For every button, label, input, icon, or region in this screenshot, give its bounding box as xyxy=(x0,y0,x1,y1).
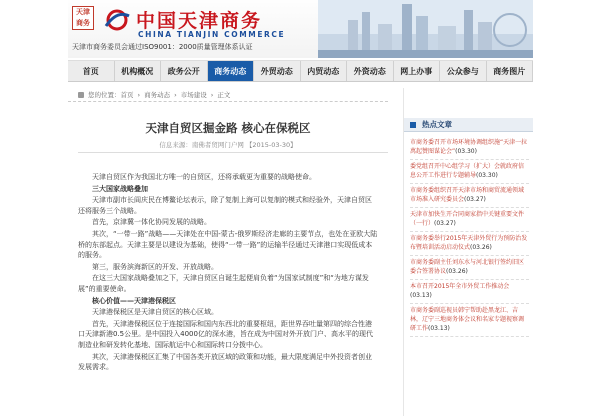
hot-article-title: 市商务委副巡视员韩宁帮助赴黑龙江、吉林，辽宁三地商务体会议和名家专题视察调研工作 xyxy=(410,307,525,332)
hot-article-date: (03.27) xyxy=(464,196,486,203)
article-paragraph: 天津港保税区是天津自贸区的核心区域。 xyxy=(92,308,218,317)
nav-item[interactable]: 外贸动态 xyxy=(254,61,301,81)
breadcrumb-home[interactable]: 您的位置：首页 xyxy=(88,91,134,99)
hot-article-link[interactable] xyxy=(410,184,529,208)
article-area xyxy=(68,88,388,416)
nav-item[interactable]: 内贸动态 xyxy=(301,61,348,81)
hot-articles-sidebar xyxy=(403,88,533,416)
main-nav xyxy=(68,60,533,82)
badge-line-1: 天津 xyxy=(76,8,90,16)
hot-article-title: 市商务委举行2015年天津外贸行为预防治发布暨培训活动启动仪式 xyxy=(410,235,528,251)
article-paragraph: 第三，服务滨海新区的开发、开放战略。 xyxy=(92,262,218,271)
nav-item[interactable]: 机构概况 xyxy=(115,61,162,81)
hot-article-title: 本市召开2015年全市外贸工作推动会 xyxy=(410,283,510,290)
brand-subtitle: CHINA TIANJIN COMMERCE xyxy=(138,30,286,39)
hot-article-link[interactable] xyxy=(410,136,529,160)
hot-articles-title: 热点文章 xyxy=(404,118,533,132)
site-badge-logo xyxy=(72,6,94,30)
hot-article-title: 市商务委组织召开天津市场和商贸流通领域市场准入研究委员会 xyxy=(410,187,525,203)
breadcrumb-sep: › xyxy=(210,91,214,99)
article-title: 天津自贸区掘金路 核心在保税区 xyxy=(145,121,311,135)
breadcrumb-sep: › xyxy=(137,91,141,99)
breadcrumb-current: 正文 xyxy=(217,91,231,99)
article-paragraph: 天津自贸区作为我国北方唯一的自贸区，还将承载更为重要的战略使命。 xyxy=(92,173,316,181)
hot-article-link[interactable] xyxy=(410,232,529,256)
hot-article-date: (03.27) xyxy=(434,220,456,227)
hot-article-link[interactable] xyxy=(410,304,529,337)
hot-article-date: (03.26) xyxy=(446,268,468,275)
article-paragraph: 其次，天津港保税区汇集了中国各类开放区域的政策和功能，最大限度满足中外投资者创业发展需求。 xyxy=(78,352,372,372)
article-paragraph: 首先，天津港保税区位于连接国际和国内东西北的重要枢纽，距世界吞吐量第四的综合性港口天津新港0.5公里。是中国投入4000亿的深水港，旨在成为中国对外开放门户、高水平的现代制造业和研发转化基地、国际航运中心和国际转口分拨中心。 xyxy=(78,319,373,349)
article-paragraph: 天津市副市长阎庆民在博鳌论坛表示，除了复制上海可以复制的模式和经验外，天津自贸区还将服务三个战略。 xyxy=(78,196,372,215)
hot-article-title: 天津市加快生开合同商家指中关键重要文件（一行） xyxy=(410,211,525,227)
hot-article-title: 市商务委召开市场环境协调组织施“天津一拉萬起赞图谋论会” xyxy=(410,139,528,155)
breadcrumb-sep: › xyxy=(174,91,177,99)
hot-article-link[interactable] xyxy=(410,208,529,232)
breadcrumb xyxy=(68,88,388,102)
divider xyxy=(78,152,388,153)
article-meta: 信息来源：南佛者贸网门户网 【2015-03-30】 xyxy=(159,141,297,149)
hot-article-date: (03.26) xyxy=(470,244,492,251)
hot-article-title: 市商务委副主任刘东水与河北银行签约旧区委合签署协议 xyxy=(410,259,525,275)
article-subheading: 核心价值——天津港保税区 xyxy=(92,296,176,305)
article-body xyxy=(78,172,378,374)
city-skyline-image xyxy=(318,0,533,58)
nav-item[interactable]: 政务公开 xyxy=(161,61,208,81)
brand-swirl-icon xyxy=(102,6,132,34)
hot-article-link[interactable] xyxy=(410,160,529,184)
nav-item[interactable]: 外资动态 xyxy=(347,61,394,81)
hot-article-link[interactable] xyxy=(410,280,529,304)
article-subheading: 三大国家战略叠加 xyxy=(92,184,148,193)
article-paragraph: 首先，京津冀一体化协同发展的战略。 xyxy=(92,218,211,227)
hot-article-date: (03.30) xyxy=(455,148,477,155)
hot-article-link[interactable] xyxy=(410,256,529,280)
certification-line: 天津市商务委员会通过ISO9001：2000质量管理体系认证 xyxy=(72,43,253,51)
breadcrumb-market[interactable]: 市场建设 xyxy=(180,91,207,99)
nav-item[interactable]: 网上办事 xyxy=(394,61,441,81)
nav-item[interactable]: 首页 xyxy=(68,61,115,81)
nav-item[interactable]: 商务图片 xyxy=(487,61,534,81)
hot-article-date: (03.13) xyxy=(410,292,432,299)
hot-article-date: (03.13) xyxy=(428,325,450,332)
badge-line-2: 商务 xyxy=(76,19,90,27)
hot-article-date: (03.30) xyxy=(476,172,498,179)
hot-article-title: 委党组召开中心组学习（扩大）会就政府信息公开工作进行专题辅导 xyxy=(410,163,525,179)
home-icon xyxy=(78,92,84,98)
brand-title: 中国天津商务 xyxy=(136,10,263,32)
nav-item[interactable]: 公众参与 xyxy=(440,61,487,81)
article-paragraph: 其次，“一带一路”战略——天津处在中国-蒙古-俄罗斯经济走廊的主要节点，也处在亚欧大陆桥的东部起点。天津主要是以建设为基础，使得“一带一路”的运输半径通过天津港口实现低成本的服务。 xyxy=(78,229,378,260)
nav-item[interactable]: 商务动态 xyxy=(208,61,255,81)
breadcrumb-news[interactable]: 商务动态 xyxy=(144,91,171,99)
hot-articles-list xyxy=(404,132,533,337)
article-paragraph: 在这三大国家战略叠加之下，天津自贸区自诞生起便肩负着“为国家试制度”和“为地方谋发展”的重要使命。 xyxy=(78,274,369,293)
site-header xyxy=(68,0,533,58)
